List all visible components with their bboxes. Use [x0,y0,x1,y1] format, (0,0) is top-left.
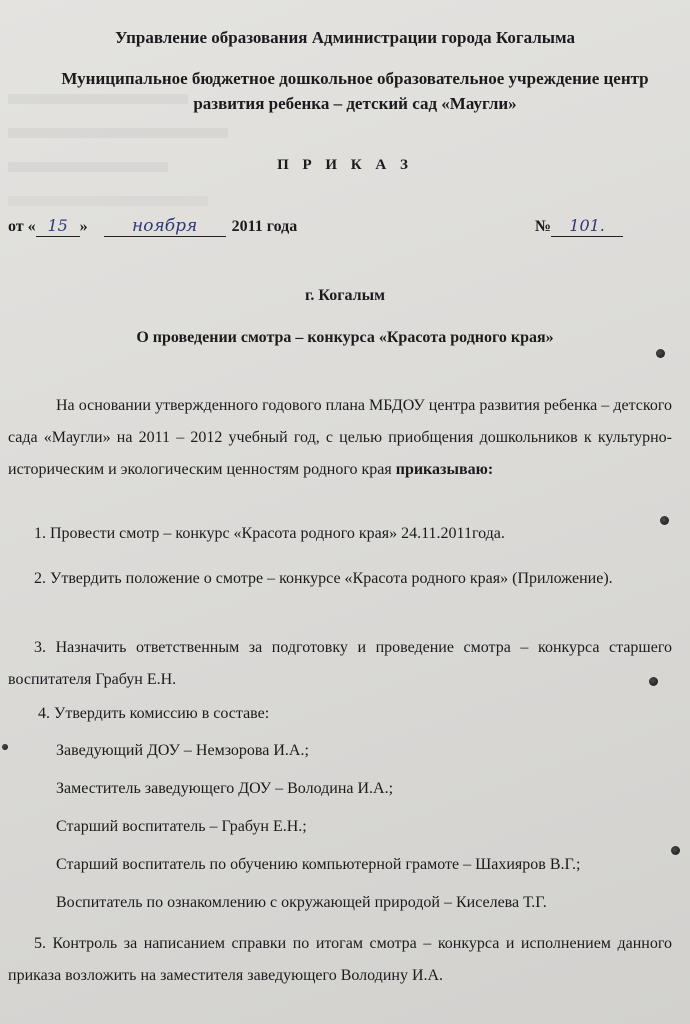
date-year: 2011 года [231,218,298,235]
commission-member-1: Заведующий ДОУ – Немзорова И.А.; [56,742,309,759]
commission-member-3: Старший воспитатель – Грабун Е.Н.; [56,818,307,835]
date-month-field [104,216,226,237]
institution-line-2: развития ребенка – детский сад «Маугли» [193,94,517,113]
number-field [551,216,623,237]
item-4: 4. Утвердить комиссию в составе: [38,705,270,722]
number-value: 101. [569,216,605,235]
institution-line-1: Муниципальное бюджетное дошкольное образовательное учреждение центр [61,69,649,88]
date-prefix: от « [8,218,36,235]
date-line [8,216,297,237]
date-mid: » [79,218,88,235]
date-day-field [36,216,80,237]
org-header: Управление образования Администрации города Когалыма [114,28,575,47]
institution-name [0,66,690,116]
punch-hole [671,846,680,855]
commission-member-4: Старший воспитатель по обучению компьютерной грамоте – Шахияров В.Г.; [56,856,581,873]
commission-member-2: Заместитель заведующего ДОУ – Володина И.А.; [56,780,394,797]
punch-hole [649,677,658,686]
preamble [8,390,672,486]
preamble-text: На основании утвержденного годового плана МБДОУ центра развития ребенка – детского сада «Маугли» на 2011 – 2012 учебный год, с целью приобщения дошкольников к культурно-историческим и экологическим ценностям родного края [8,397,672,478]
item-2: 2. Утвердить положение о смотре – конкурсе «Красота родного края» (Приложение). [34,570,613,587]
punch-hole [660,516,669,525]
number-prefix: № [535,218,552,235]
item-5: 5. Контроль за написанием справки по итогам смотра – конкурса и исполнением данного приказа возложить на заместителя заведующего Володину И.А. [8,935,672,984]
item-3: 3. Назначить ответственным за подготовку и проведение смотра – конкурса старшего воспитателя Грабун Е.Н. [8,639,672,688]
commission-member-5: Воспитатель по ознакомлению с окружающей природой – Киселева Т.Г. [56,894,547,911]
order-number [535,216,623,237]
item-1: 1. Провести смотр – конкурс «Красота родного края» 24.11.2011года. [34,525,505,542]
order-subject: О проведении смотра – конкурса «Красота родного края» [136,329,554,346]
date-day: 15 [47,216,68,235]
order-word: приказываю: [395,461,494,478]
date-month: ноября [132,216,198,236]
city: г. Когалым [304,287,386,304]
punch-hole [656,349,665,358]
document-title: П Р И К А З [277,157,413,173]
punch-hole [2,744,8,750]
